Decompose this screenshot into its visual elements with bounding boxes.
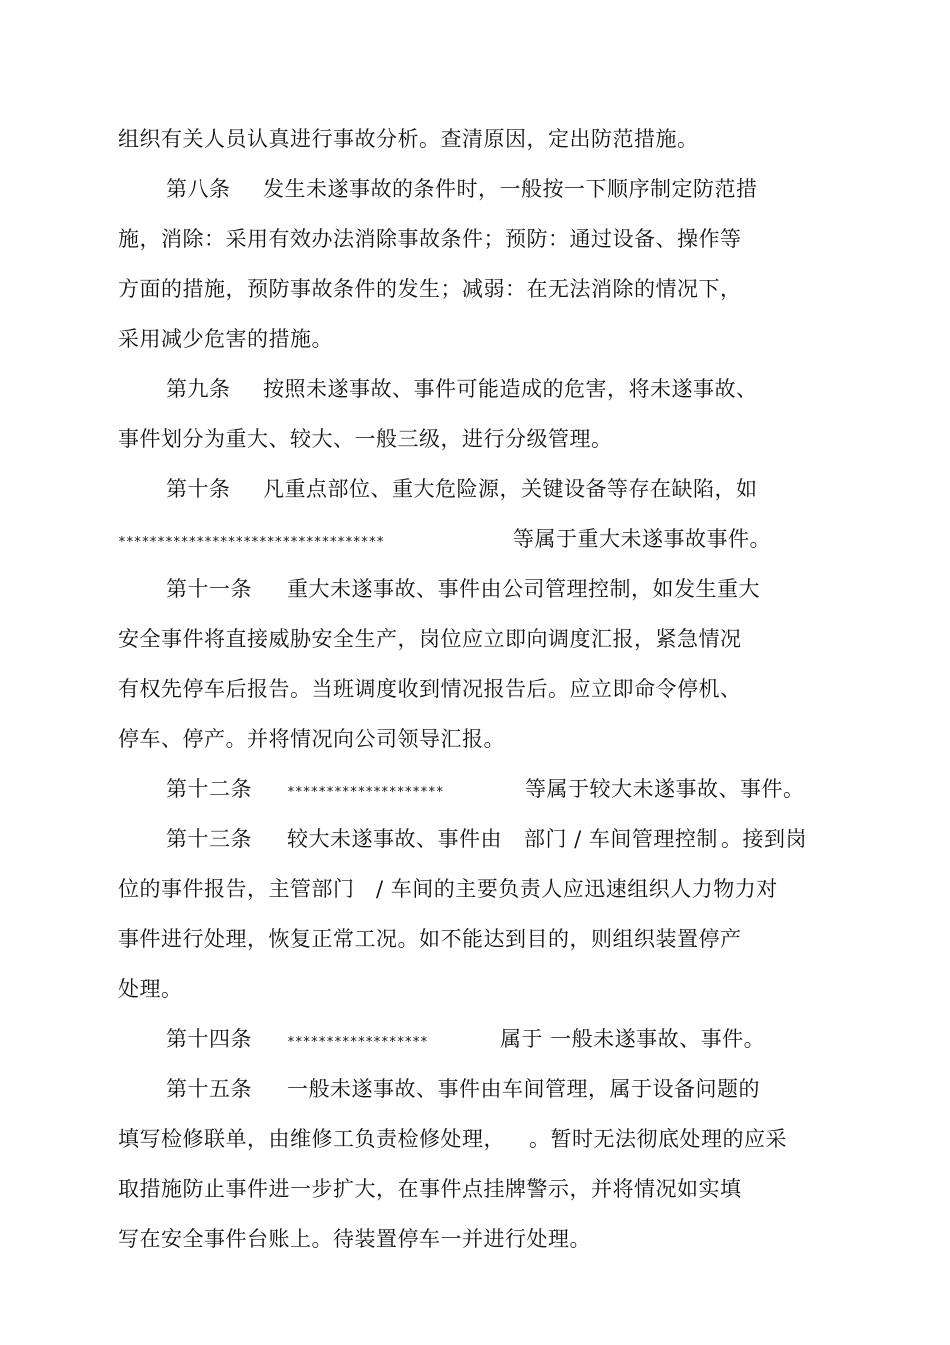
article-number: 第十条 xyxy=(166,477,231,501)
article-text: 。接到岗 xyxy=(721,827,807,851)
text-segment: 有权先停车后报告。当班调度收到情况报告后。应立即命令停机、 xyxy=(118,677,742,701)
text-line xyxy=(118,975,183,1059)
article-number: 第九条 xyxy=(166,377,231,401)
article-text: 等属于较大未遂事故、事件。 xyxy=(525,777,805,801)
redacted-placeholder: ********************************** xyxy=(118,535,385,550)
text-segment: 组织有关人员认真进行事故分析。查清原因，定出防范措施。 xyxy=(118,127,699,151)
article-number: 第十一条 xyxy=(166,577,252,601)
text-segment: 事件进行处理，恢复正常工况。如不能达到目的，则组织装置停产 xyxy=(118,927,742,951)
text-segment: 安全事件将直接威胁安全生产，岗位应立即向调度汇报，紧急情况 xyxy=(118,627,742,651)
text-segment: 填写检修联单，由维修工负责检修处理， xyxy=(118,1127,505,1151)
article-text: 部门 / 车间管理控制 xyxy=(524,827,718,851)
text-segment: 位的事件报告，主管部门 xyxy=(118,877,355,901)
article-number: 第十五条 xyxy=(166,1077,252,1101)
text-segment: 等属于重大未遂事故事件。 xyxy=(513,527,771,551)
article-text: 发生未遂事故的条件时，一般按一下顺序制定防范措 xyxy=(263,177,758,201)
text-segment: 事件划分为重大、较大、一般三级，进行分级管理。 xyxy=(118,427,613,451)
text-segment: 。暂时无法彻底处理的应采 xyxy=(529,1127,787,1151)
article-number: 第十三条 xyxy=(166,827,252,851)
article-text: 属于 一般未遂事故、事件。 xyxy=(500,1027,766,1051)
article-number: 第十二条 xyxy=(166,777,252,801)
article-number: 第十四条 xyxy=(166,1027,252,1051)
article-text: 较大未遂事故、事件由 xyxy=(287,827,502,851)
article-text: 一般未遂事故、事件由车间管理，属于设备问题的 xyxy=(287,1077,760,1101)
article-number: 第八条 xyxy=(166,177,231,201)
article-text: 凡重点部位、重大危险源，关键设备等存在缺陷，如 xyxy=(263,477,758,501)
text-segment: 停车、停产。并将情况向公司领导汇报。 xyxy=(118,727,505,751)
text-segment: 取措施防止事件进一步扩大，在事件点挂牌警示，并将情况如实填 xyxy=(118,1177,742,1201)
article-text: 按照未遂事故、事件可能造成的危害，将未遂事故、 xyxy=(263,377,758,401)
text-segment: / 车间的主要负责人应迅速组织人力物力对 xyxy=(376,877,778,901)
text-segment: 处理。 xyxy=(118,977,183,1001)
text-segment: 施，消除：采用有效办法消除事故条件；预防：通过设备、操作等 xyxy=(118,227,742,251)
text-segment: 写在安全事件台账上。待装置停车一并进行处理。 xyxy=(118,1227,591,1251)
text-segment: 采用减少危害的措施。 xyxy=(118,327,333,351)
article-text: 重大未遂事故、事件由公司管理控制，如发生重大 xyxy=(287,577,760,601)
text-line xyxy=(118,1225,591,1309)
text-segment: 方面的措施，预防事故条件的发生；减弱：在无法消除的情况下， xyxy=(118,277,742,301)
redacted-placeholder: ****************** xyxy=(287,1035,428,1050)
redacted-placeholder: ******************** xyxy=(287,785,444,800)
